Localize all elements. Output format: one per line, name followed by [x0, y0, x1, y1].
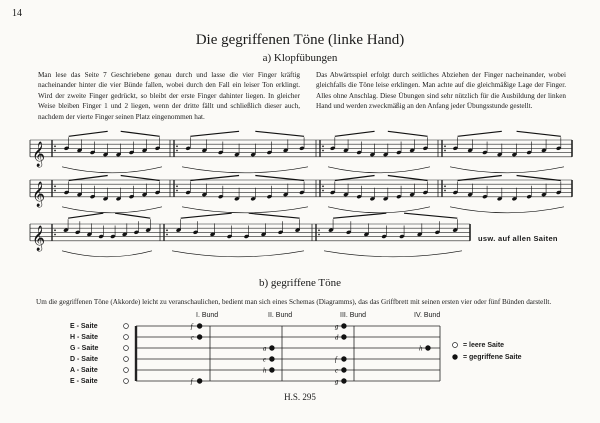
slur	[328, 167, 430, 173]
repeat-dot	[176, 185, 178, 187]
slur	[328, 207, 430, 213]
beam	[458, 131, 502, 136]
treble-clef-icon: 𝄞	[32, 181, 46, 207]
repeat-dot	[54, 185, 56, 187]
slur	[182, 207, 308, 213]
beam	[404, 213, 457, 218]
paragraph-right: Das Abwärtsspiel erfolgt durch seitliches Abziehen der Finger nacheinander, wobei gleichfalls die Töne leise erklingen. Man achte auf die gleichmäßige Lage der Finger. Alles ohne Anschlag. Diese Übungen sind sehr nützlich für die Ausbildung der linken Hand und werden zweckmäßig an den Anfang jeder Übungsstunde gestellt.	[316, 71, 566, 111]
beam	[69, 131, 108, 136]
fretted-dot	[341, 367, 346, 372]
repeat-dot	[322, 150, 324, 152]
string-label: H - Saite	[70, 334, 99, 341]
open-string-marker	[124, 324, 129, 329]
bund-label: III. Bund	[340, 312, 367, 319]
note-letter: c	[334, 366, 339, 375]
repeat-dot	[54, 145, 56, 147]
beam	[335, 131, 375, 136]
fretted-dot	[197, 323, 202, 328]
beam	[388, 131, 428, 136]
beam	[68, 213, 103, 218]
repeat-dot	[176, 145, 178, 147]
repeat-dot	[322, 185, 324, 187]
repeat-dot	[318, 234, 320, 236]
repeat-dot	[54, 234, 56, 236]
slur	[172, 251, 304, 257]
slur	[62, 167, 162, 173]
repeat-dot	[322, 190, 324, 192]
repeat-dot	[444, 145, 446, 147]
treble-clef-icon: 𝄞	[32, 225, 46, 251]
bund-label: II. Bund	[268, 312, 293, 319]
note-letter: h	[262, 366, 267, 375]
beam	[190, 131, 239, 136]
repeat-dot	[54, 229, 56, 231]
slur	[324, 251, 462, 257]
fretted-dot	[197, 334, 202, 339]
slur	[182, 167, 308, 173]
note-letter: f	[334, 355, 337, 364]
intro-paragraph: Um die gegriffenen Töne (Akkorde) leicht zu veranschaulichen, bedient man sich eines Schemas (Diagramms), das das Griffbrett mit seinen ersten vier oder fünf Bünden darstellt.	[36, 298, 552, 306]
note-letter: e	[262, 355, 267, 364]
string-label: A - Saite	[70, 367, 98, 374]
slur	[62, 251, 152, 257]
legend-open-icon	[453, 343, 458, 348]
footer-number: H.S. 295	[284, 392, 316, 402]
beam	[249, 213, 300, 218]
open-string-marker	[124, 346, 129, 351]
page-number: 14	[12, 8, 22, 19]
usw-text: usw. auf allen Saiten	[478, 234, 558, 243]
bund-label: I. Bund	[196, 312, 219, 319]
repeat-dot	[54, 150, 56, 152]
repeat-dot	[176, 150, 178, 152]
string-label: E - Saite	[70, 378, 98, 385]
open-string-marker	[124, 368, 129, 373]
bund-label: IV. Bund	[414, 312, 441, 319]
legend-fretted-label: = gegriffene Saite	[463, 354, 522, 361]
repeat-dot	[176, 190, 178, 192]
beam	[121, 131, 160, 136]
repeat-dot	[444, 190, 446, 192]
treble-clef-icon: 𝄞	[32, 141, 46, 167]
beam	[517, 131, 561, 136]
repeat-dot	[444, 185, 446, 187]
section-b-heading: b) gegriffene Töne	[258, 277, 342, 289]
slur	[62, 207, 162, 213]
repeat-dot	[318, 229, 320, 231]
fretted-dot	[341, 323, 346, 328]
beam	[255, 131, 304, 136]
legend-fretted-icon	[452, 354, 457, 359]
open-string-marker	[124, 379, 129, 384]
page-title: Die gegriffenen Töne (linke Hand)	[195, 32, 405, 48]
slur	[450, 207, 564, 213]
note-letter: g	[334, 377, 339, 386]
open-string-marker	[124, 357, 129, 362]
note-letter: f	[190, 322, 193, 331]
note-letter: c	[190, 333, 194, 342]
note-letter: a	[262, 344, 267, 353]
fretted-dot	[197, 378, 202, 383]
fretted-dot	[425, 345, 430, 350]
beam	[181, 213, 232, 218]
fretted-dot	[269, 367, 274, 372]
repeat-dot	[322, 145, 324, 147]
fretted-dot	[341, 356, 346, 361]
legend-open-label: = leere Saite	[463, 342, 505, 349]
note-letter: f	[190, 377, 193, 386]
beam	[333, 213, 386, 218]
repeat-dot	[444, 150, 446, 152]
paragraph-left: Man lese das Seite 7 Geschriebene genau durch und lasse die vier Finger kräftig nacheinander hinter die vier Bünde fallen, wobei durch den Fall ein leiser Ton erklingt. Wird der zweite Finger gedrückt, so bleibt der erste Finger dahinter liegen. In gleicher Weise bleiben Finger 1 und 2 liegen, wenn der dritte fällt und schließlich dieser auch, nachdem der vierte Finger seinen Platz eingenommen hat.	[38, 71, 300, 121]
open-string-marker	[124, 335, 129, 340]
string-label: E - Saite	[70, 323, 98, 330]
repeat-dot	[166, 234, 168, 236]
string-label: G - Saite	[70, 345, 99, 352]
note-letter: d	[334, 333, 339, 342]
repeat-dot	[166, 229, 168, 231]
slur	[450, 167, 564, 173]
fretted-dot	[269, 356, 274, 361]
fretted-dot	[341, 334, 346, 339]
fretted-dot	[341, 378, 346, 383]
note-letter: g	[334, 322, 339, 331]
fretted-dot	[269, 345, 274, 350]
note-letter: h	[418, 344, 423, 353]
section-a-heading: a) Klopfübungen	[262, 52, 338, 64]
string-label: D - Saite	[70, 356, 99, 363]
beam	[115, 213, 150, 218]
repeat-dot	[54, 190, 56, 192]
